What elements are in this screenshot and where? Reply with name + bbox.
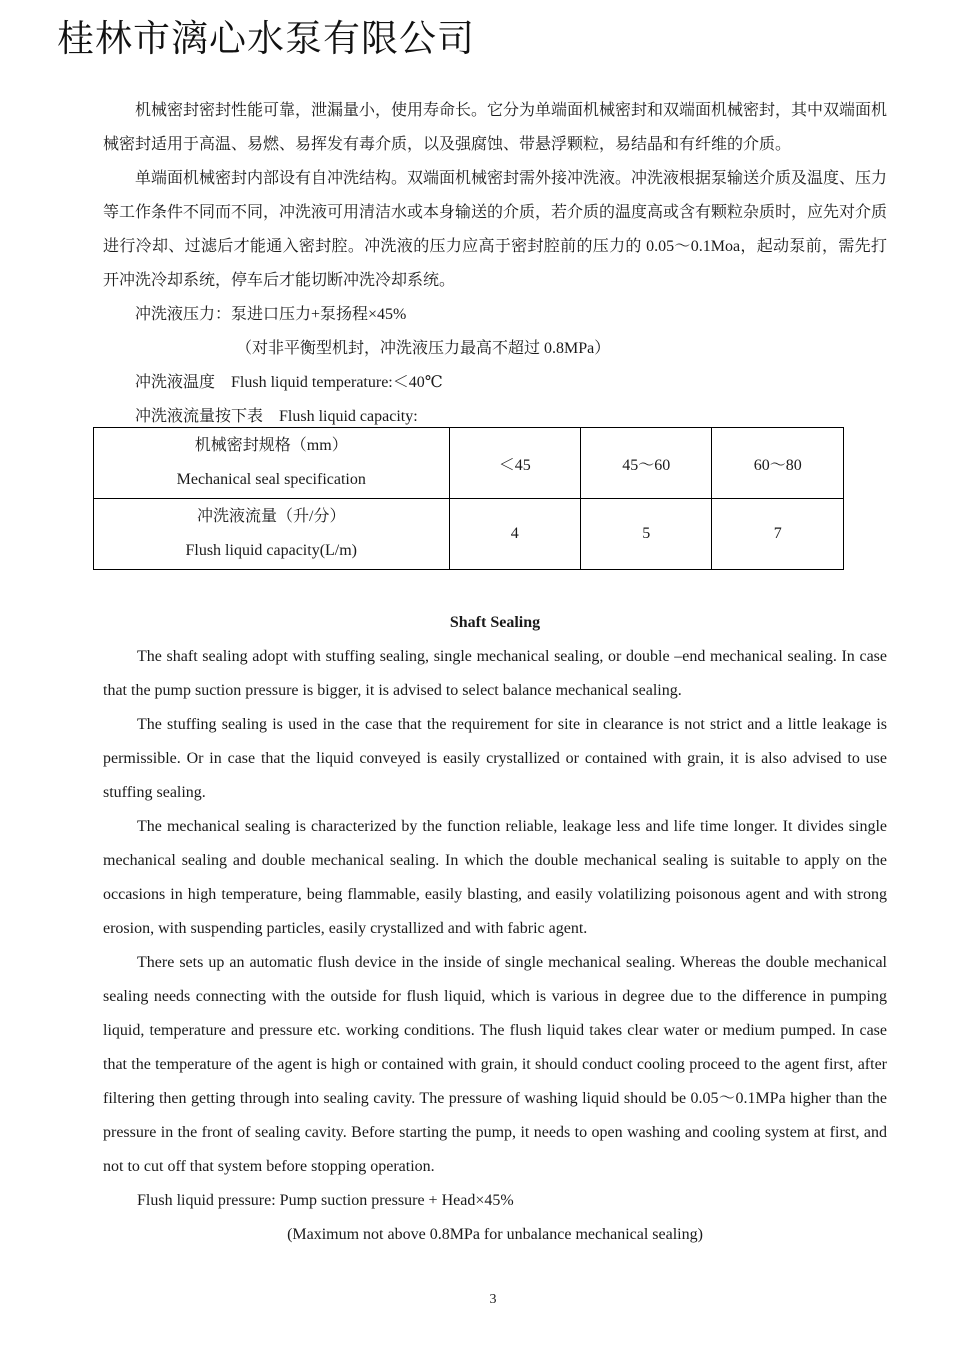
en-paragraph-4: There sets up an automatic flush device in the inside of single mechanical sealing. Whereas the double mechanical sealing needs connecting with the outside for flush liquid, which is various in degree due to the difference in pumping liquid, temperature and pressure etc. working conditions. The flush liquid takes clear water or medium pumped. In case that the temperature of the agent is high or contained with grain, it should conduct cooling proceed to the agent first, after filtering then getting through into sealing cavity. The pressure of washing liquid should be 0.05～0.1MPa higher than the pressure in the front of sealing cavity. Before starting the pump, it needs to open washing and cooling system at first, and not to cut off that system before stopping operation. [103,954,887,1175]
table-cell: 60～80 [712,428,844,499]
en-flush-pressure: Flush liquid pressure: Pump suction pressure + Head×45% [137,1192,514,1209]
cn-flush-temperature: 冲洗液温度 Flush liquid temperature:＜40℃ [135,374,443,391]
table-cell: 7 [712,499,844,570]
en-flush-pressure-note: (Maximum not above 0.8MPa for unbalance mechanical sealing) [287,1226,703,1243]
en-paragraph-2: The stuffing sealing is used in the case that the requirement for site in clearance is not strict and a little leakage is permissible. Or in case that the liquid conveyed is easily crystallized or contained with grain, it is also advised to use stuffing sealing. [103,716,887,801]
flush-capacity-table [93,427,844,570]
cn-flush-capacity: 冲洗液流量按下表 Flush liquid capacity: [135,408,418,425]
table-row-label [94,428,450,499]
chinese-section [103,94,887,434]
table-cell: ＜45 [449,428,580,499]
table-row [94,499,844,570]
table-cell: 4 [449,499,580,570]
label-en: Flush liquid capacity(L/m) [185,542,358,559]
table-row [94,428,844,499]
page-number: 3 [489,1292,497,1307]
label-cn: 冲洗液流量（升/分） [197,508,346,525]
en-paragraph-3: The mechanical sealing is characterized by the function reliable, leakage less and life time longer. It divides single mechanical sealing and double mechanical sealing. In which the double mechanical sealing is suitable to apply on the occasions in high temperature, being flammable, easily blasting, and easily volatilizing poisonous agent and with strong erosion, with suspending particles, easily crystallized and with fabric agent. [103,818,887,937]
table-cell: 5 [580,499,711,570]
english-section [103,602,887,1252]
section-title: Shaft Sealing [449,614,541,631]
cn-paragraph-1: 机械密封密封性能可靠，泄漏量小，使用寿命长。它分为单端面机械密封和双端面机械密封，其中双端面机械密封适用于高温、易燃、易挥发有毒介质，以及强腐蚀、带悬浮颗粒，易结晶和有纤维的介质。 [103,102,888,153]
en-paragraph-1: The shaft sealing adopt with stuffing sealing, single mechanical sealing, or double –end mechanical sealing. In case that the pump suction pressure is bigger, it is advised to select balance mechanical sealing. [103,648,887,699]
cn-paragraph-2: 单端面机械密封内部设有自冲洗结构。双端面机械密封需外接冲洗液。冲洗液根据泵输送介质及温度、压力等工作条件不同而不同，冲洗液可用清洁水或本身输送的介质，若介质的温度高或含有颗粒杂质时，应先对介质进行冷却、过滤后才能通入密封腔。冲洗液的压力应高于密封腔前的压力的 0.05～0.1Moa，起动泵前，需先打开冲洗冷却系统，停车后才能切断冲洗冷却系统。 [103,170,888,289]
label-en: Mechanical seal specification [176,471,366,488]
label-cn: 机械密封规格（mm） [194,437,348,454]
cn-flush-pressure-note: （对非平衡型机封，冲洗液压力最高不超过 0.8MPa） [236,340,611,357]
company-title: 桂林市漓心水泵有限公司 [57,17,475,60]
table-row-label [94,499,450,570]
table-cell: 45～60 [580,428,711,499]
cn-flush-pressure: 冲洗液压力：泵进口压力+泵扬程×45% [135,306,407,323]
